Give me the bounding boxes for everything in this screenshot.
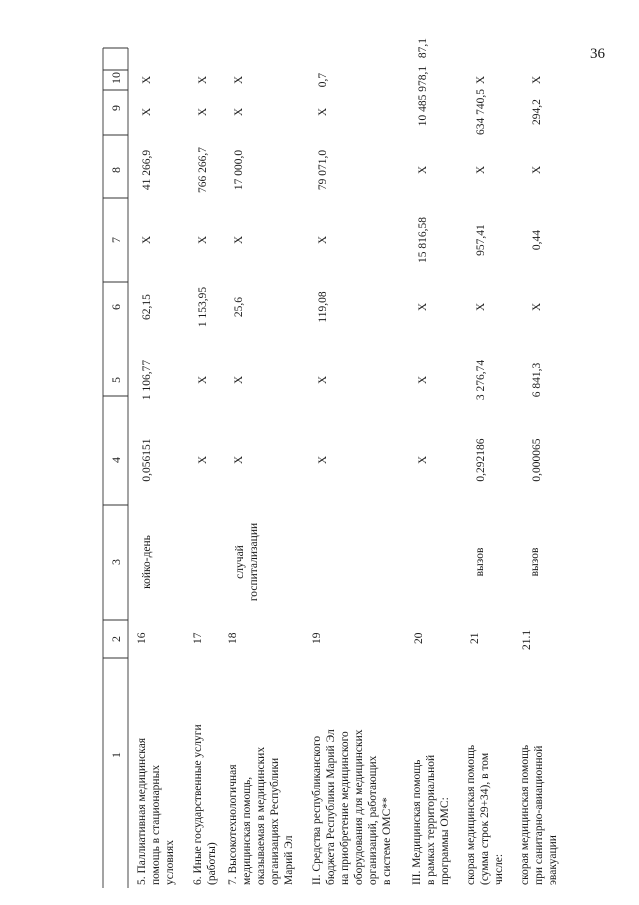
- row-cell: X: [233, 375, 245, 385]
- row-cell: X: [531, 165, 543, 175]
- page-number: 36: [590, 46, 605, 62]
- row-label-line: помощь в стационарных: [150, 764, 162, 885]
- row-cell: X: [317, 455, 329, 465]
- row-cell: X: [475, 165, 487, 175]
- row-cell: X: [141, 107, 153, 117]
- row-label-line: (сумма строк 29+34), в том: [479, 752, 491, 885]
- row-1: [136, 75, 176, 885]
- row-label-line: программы ОМС:: [439, 797, 451, 885]
- row-cell: 0,292186: [475, 438, 487, 482]
- row-unit: вызов: [529, 547, 541, 577]
- row-label-line: в рамках территориальной: [425, 754, 437, 885]
- row-code: 21: [469, 632, 481, 644]
- row-code: 16: [136, 632, 148, 644]
- row-cell: 10 485 978,1: [417, 65, 429, 127]
- row-cell: X: [233, 455, 245, 465]
- row-cell: X: [317, 107, 329, 117]
- row-label-line: III. Медицинская помощь: [411, 759, 423, 885]
- row-label-line: при санитарно-авиационной: [533, 745, 545, 885]
- row-cell: X: [475, 75, 487, 85]
- row-cell: X: [233, 75, 245, 85]
- row-label-line: медицинская помощь,: [241, 776, 253, 885]
- header-number: 10: [109, 72, 123, 84]
- row-cell: 766 266,7: [197, 147, 209, 193]
- row-7: [519, 75, 559, 885]
- row-cell: X: [197, 75, 209, 85]
- row-cell: 25,6: [233, 296, 245, 318]
- row-label-line: эвакуации: [547, 835, 559, 885]
- header-number: 2: [109, 636, 123, 642]
- row-label-line: в системе ОМС**: [381, 797, 393, 885]
- row-label-line: Марий Эл: [283, 835, 295, 885]
- row-code: 18: [227, 632, 239, 644]
- row-cell: 957,41: [475, 224, 487, 256]
- row-cell: X: [141, 235, 153, 245]
- row-cell: X: [141, 75, 153, 85]
- row-cell: 0,44: [531, 229, 543, 251]
- row-cell: X: [317, 375, 329, 385]
- row-cell: 0,000065: [531, 438, 543, 482]
- row-cell: X: [417, 165, 429, 175]
- row-label-line: 5. Паллиативная медицинская: [136, 737, 148, 885]
- row-cell: X: [531, 302, 543, 312]
- row-label-line: II. Средства республиканского: [311, 735, 323, 885]
- row-cell: X: [233, 107, 245, 117]
- row-cell: 634 740,5: [475, 89, 487, 135]
- row-code: 20: [413, 632, 425, 644]
- row-label-line: на приобретение медицинского: [339, 731, 351, 885]
- row-label-line: бюджета Республики Марий Эл: [325, 729, 337, 885]
- row-cell: 6 841,3: [531, 362, 543, 398]
- row-label-line: 6. Иные государственные услуги: [192, 724, 204, 885]
- row-cell: X: [475, 302, 487, 312]
- row-cell: 294,2: [531, 99, 543, 125]
- header-number: 7: [109, 237, 123, 243]
- row-6: [465, 75, 505, 885]
- row-4: [311, 73, 393, 885]
- row-cell: X: [531, 75, 543, 85]
- row-cell: 1 153,95: [197, 286, 209, 328]
- row-cell: X: [197, 235, 209, 245]
- row-cell: X: [197, 455, 209, 465]
- row-cell: 15 816,58: [417, 217, 429, 263]
- header-number: 8: [109, 167, 123, 173]
- row-label-line: числе:: [493, 853, 505, 885]
- header-numbers: [109, 72, 123, 758]
- row-label-line: 7. Высокотехнологичная: [227, 764, 239, 885]
- row-cell: 1 106,77: [141, 359, 153, 401]
- row-label-line: организациях Республики: [269, 757, 281, 885]
- row-cell: X: [233, 235, 245, 245]
- table: [103, 48, 128, 888]
- row-5: [411, 38, 451, 885]
- row-cell: X: [197, 375, 209, 385]
- row-2: [192, 75, 218, 885]
- row-unit: койко-день: [141, 535, 153, 589]
- row-code: 17: [192, 632, 204, 644]
- row-code: 21.1: [521, 629, 533, 650]
- row-cell: 17 000,0: [233, 149, 245, 191]
- header-number: 9: [109, 105, 123, 111]
- row-label-line: условиях: [164, 840, 176, 885]
- header-number: 3: [109, 559, 123, 565]
- row-label-line: организаций, работающих: [367, 755, 379, 885]
- header-number: 1: [109, 752, 123, 758]
- row-cell: X: [417, 455, 429, 465]
- row-cell: X: [417, 375, 429, 385]
- row-unit: госпитализации: [248, 522, 260, 602]
- row-label-line: (работы): [206, 842, 218, 885]
- row-cell: 62,15: [141, 294, 153, 320]
- row-cell: 119,08: [317, 291, 329, 323]
- row-label-line: оборудования для медицинских: [353, 729, 365, 885]
- row-cell: 41 266,9: [141, 149, 153, 191]
- row-label-line: оказываемая в медицинских: [255, 746, 267, 885]
- row-unit: вызов: [474, 547, 486, 577]
- row-cell: 3 276,74: [475, 359, 487, 401]
- row-3: [227, 75, 295, 885]
- row-unit: случай: [234, 545, 246, 579]
- row-cell: X: [317, 235, 329, 245]
- row-cell: 0,7: [317, 72, 329, 88]
- header-number: 6: [109, 304, 123, 310]
- row-cell: 0,056151: [141, 438, 153, 482]
- row-code: 19: [311, 632, 323, 644]
- header-number: 5: [109, 377, 123, 383]
- row-cell: 79 071,0: [317, 149, 329, 191]
- row-cell: X: [417, 302, 429, 312]
- row-cell: 87,1: [417, 37, 429, 59]
- header-number: 4: [109, 457, 123, 463]
- row-cell: X: [197, 107, 209, 117]
- row-label-line: скорая медицинская помощь: [465, 744, 477, 885]
- row-label-line: скорая медицинская помощь: [519, 744, 531, 885]
